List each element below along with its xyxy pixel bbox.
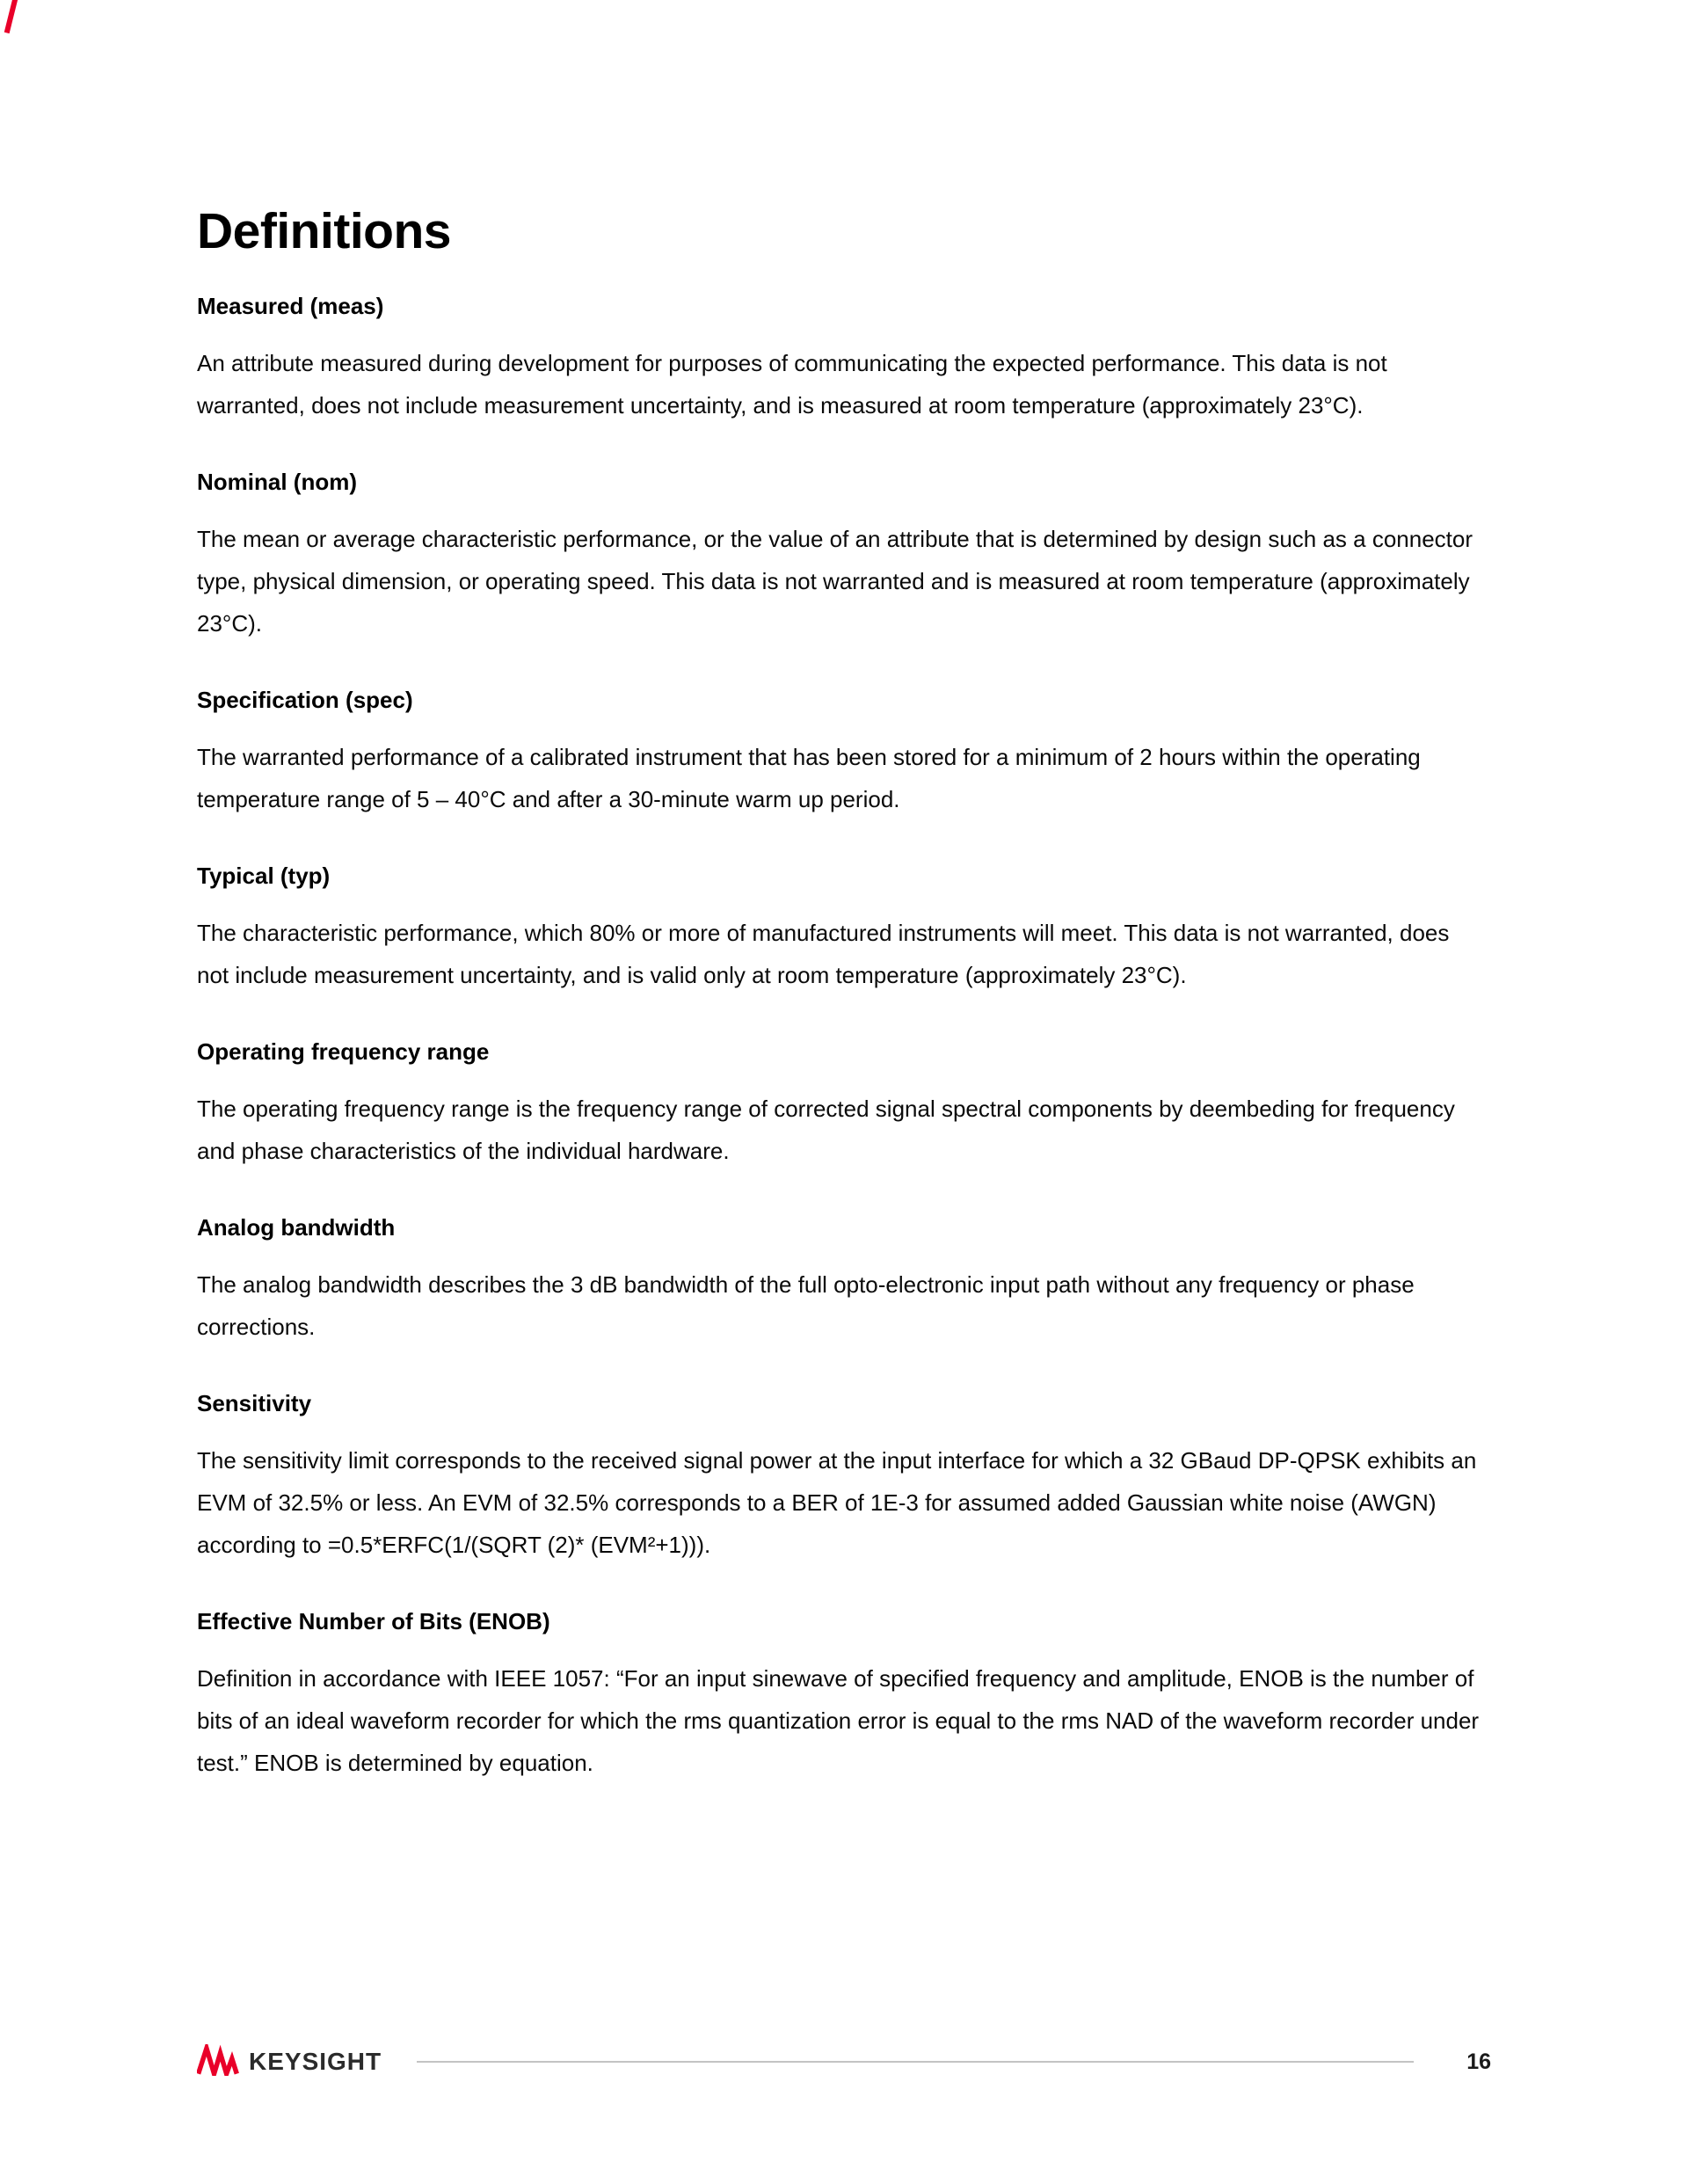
page-footer: [197, 2042, 1491, 2082]
section-body: The warranted performance of a calibrated instrument that has been stored for a minimum of 2 hours within the operating temperature range of 5 – 40°C and after a 30-minute warm up period.: [197, 744, 1421, 812]
section-body: Definition in accordance with IEEE 1057: “For an input sinewave of specified frequency and amplitude, ENOB is the number of bits of an ideal waveform recorder for which the rms quantization error is equal to the rms NAD of the waveform recorder under test.” ENOB is determined by equation.: [197, 1665, 1480, 1776]
definition-section-typical: [197, 863, 1491, 996]
definition-section-enob: [197, 1608, 1491, 1784]
keysight-logo: [197, 2044, 382, 2080]
keysight-spark-icon: [197, 2044, 241, 2080]
section-heading: Typical (typ): [197, 863, 331, 889]
section-heading: Analog bandwidth: [197, 1214, 396, 1241]
corner-red-mark: [4, 0, 18, 33]
section-heading: Specification (spec): [197, 687, 413, 713]
definition-section-nominal: [197, 469, 1491, 644]
section-heading: Measured (meas): [197, 293, 384, 319]
section-heading: Nominal (nom): [197, 469, 357, 495]
section-body: An attribute measured during development for purposes of communicating the expected performance. This data is not warranted, does not include measurement uncertainty, and is measured at room temperature (approximately 23°C).: [197, 350, 1387, 419]
footer-divider: [417, 2061, 1414, 2063]
section-body: The sensitivity limit corresponds to the received signal power at the input interface for which a 32 GBaud DP-QPSK exhibits an EVM of 32.5% or less. An EVM of 32.5% corresponds to a BER of 1E-3 for assumed added Gaussian white noise (AWGN) according to =0.5*ERFC(1/(SQRT (2)* (EVM²+1))).: [197, 1447, 1477, 1558]
definition-section-analog-bandwidth: [197, 1214, 1491, 1348]
section-body: The mean or average characteristic performance, or the value of an attribute that is determined by design such as a connector type, physical dimension, or operating speed. This data is not warranted and is measured at room temperature (approximately 23°C).: [197, 526, 1473, 637]
definition-section-sensitivity: [197, 1390, 1491, 1566]
page-title: Definitions: [197, 203, 451, 259]
definition-section-operating-frequency-range: [197, 1038, 1491, 1172]
section-heading: Effective Number of Bits (ENOB): [197, 1608, 550, 1634]
keysight-wordmark: KEYSIGHT: [249, 2048, 382, 2075]
definition-section-specification: [197, 687, 1491, 820]
section-heading: Operating frequency range: [197, 1038, 490, 1065]
page-number: 16: [1466, 2049, 1491, 2074]
section-body: The characteristic performance, which 80% or more of manufactured instruments will meet. This data is not warranted, does not include measurement uncertainty, and is valid only at room temperature (approximately 23°C).: [197, 920, 1450, 988]
section-heading: Sensitivity: [197, 1390, 312, 1416]
definition-section-measured: [197, 293, 1491, 426]
section-body: The analog bandwidth describes the 3 dB bandwidth of the full opto-electronic input path without any frequency or phase corrections.: [197, 1271, 1415, 1340]
section-body: The operating frequency range is the frequency range of corrected signal spectral components by deembeding for frequency and phase characteristics of the individual hardware.: [197, 1096, 1455, 1164]
